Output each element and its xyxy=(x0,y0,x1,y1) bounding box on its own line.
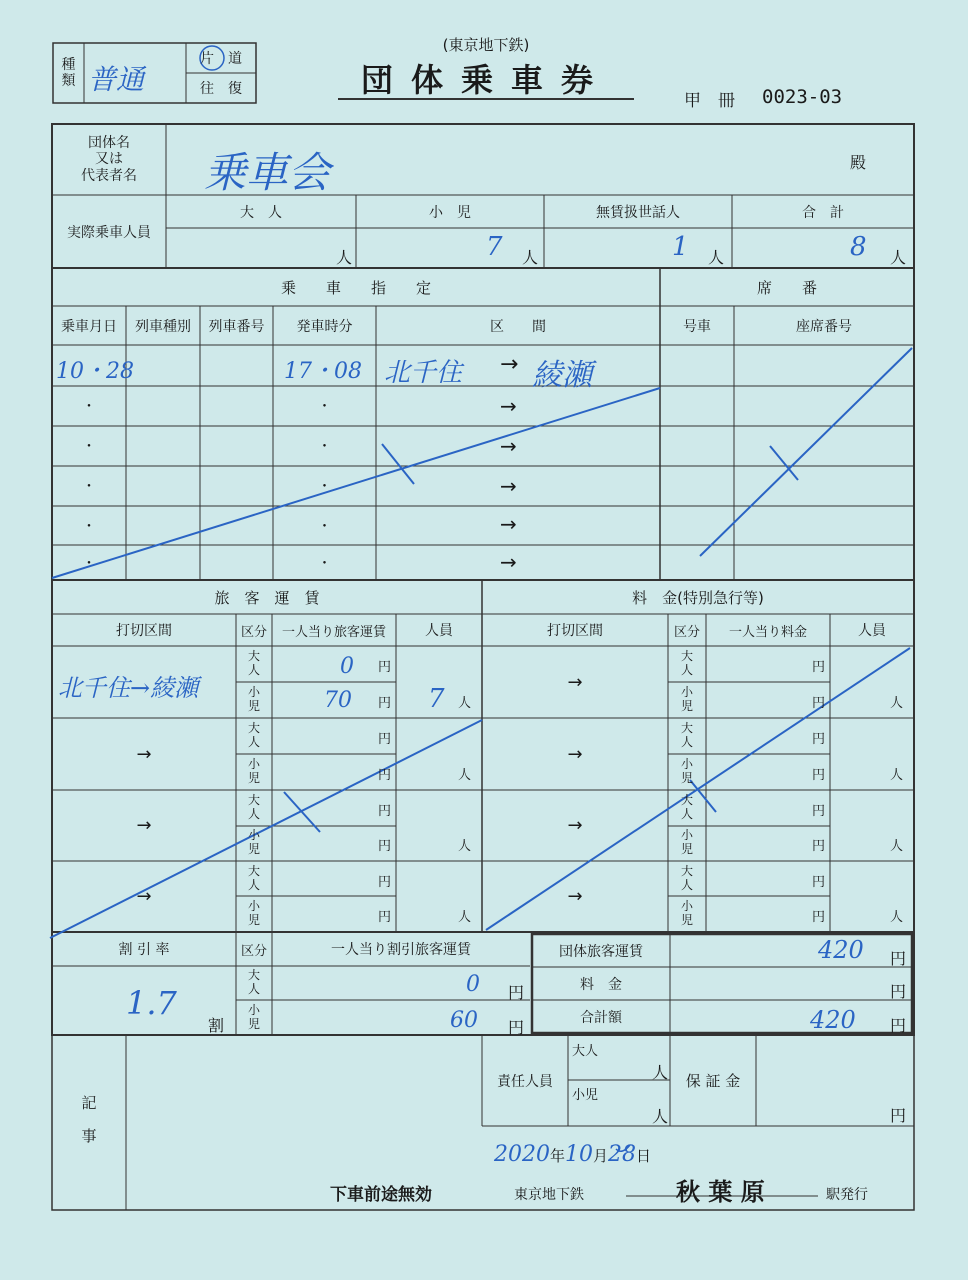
note-label-2: 事 xyxy=(81,1127,97,1145)
person-unit: 人 xyxy=(458,910,472,925)
cat-child xyxy=(668,754,706,790)
person-unit: 人 xyxy=(458,839,472,854)
cat-char: 児 xyxy=(247,842,260,857)
child-unit: 人 xyxy=(522,248,539,267)
col-car: 号車 xyxy=(683,318,711,335)
row-dot: ・ xyxy=(317,518,332,535)
section-arrow: → xyxy=(567,886,583,907)
row-arrow: → xyxy=(500,434,517,458)
yen-unit: 円 xyxy=(812,839,826,854)
cat-child xyxy=(236,682,272,718)
cat-adult xyxy=(668,646,706,682)
cat-char: 児 xyxy=(680,771,693,785)
cat-char: 小 xyxy=(247,828,260,843)
total-count: 8 xyxy=(850,232,867,262)
child-count: 7 xyxy=(486,232,503,262)
yen-unit: 円 xyxy=(812,768,826,783)
cat-char: 小 xyxy=(247,757,260,772)
seat-title: 席 番 xyxy=(756,278,817,297)
row-arrow: → xyxy=(500,512,517,536)
total-header: 合 計 xyxy=(802,204,844,221)
free-unit: 人 xyxy=(708,248,725,267)
cat-child xyxy=(236,897,272,933)
yen-unit: 円 xyxy=(890,982,907,1001)
yen-unit: 円 xyxy=(890,949,907,968)
cat-child xyxy=(668,826,706,862)
fare-col-per: 一人当り旅客運賃 xyxy=(281,624,386,640)
cat-char: 大 xyxy=(680,649,693,664)
person-unit: 人 xyxy=(890,839,904,854)
section-arrow: → xyxy=(136,815,152,836)
yen-unit: 円 xyxy=(378,768,392,783)
discount-child-value: 60 xyxy=(450,1008,478,1033)
fee-col-count: 人員 xyxy=(858,623,886,639)
yen-unit: 円 xyxy=(378,839,392,854)
note-label-1: 記 xyxy=(81,1094,97,1112)
section-arrow: → xyxy=(567,815,583,836)
yen-unit: 円 xyxy=(812,732,826,747)
cat-adult xyxy=(236,718,272,754)
cat-char: 児 xyxy=(247,699,260,713)
fee-col-per: 一人当り料金 xyxy=(728,624,807,640)
cat-adult xyxy=(236,646,272,682)
col-section: 区 間 xyxy=(490,318,546,335)
cat-char: 人 xyxy=(247,877,260,892)
section-from: 北千住 xyxy=(384,358,463,388)
issue-month: 10 xyxy=(565,1142,594,1167)
fee-col-cat: 区分 xyxy=(673,624,700,640)
fare-route: 北千住→綾瀬 xyxy=(58,674,199,702)
yen-unit: 円 xyxy=(890,1016,907,1035)
yen-unit: 円 xyxy=(508,1018,525,1037)
group-fare-label: 団体旅客運賃 xyxy=(559,943,643,960)
col-date: 乗車月日 xyxy=(61,318,117,335)
row-dot: ・ xyxy=(317,439,332,455)
discount-per-label: 一人当り割引旅客運賃 xyxy=(331,942,471,958)
cat-char: 小 xyxy=(680,685,693,700)
fare-count-value: 7 xyxy=(428,684,445,714)
fare-col-cat: 区分 xyxy=(240,624,267,640)
yen-unit: 円 xyxy=(378,696,392,711)
cat-char: 人 xyxy=(247,663,260,677)
cat-char: 人 xyxy=(680,735,693,749)
person-unit: 人 xyxy=(890,696,904,711)
yen-unit: 円 xyxy=(812,910,826,925)
row-dot: ・ xyxy=(317,399,332,415)
cat-char: 大 xyxy=(247,863,260,878)
cat-char: 児 xyxy=(247,771,260,785)
section-arrow-1: → xyxy=(500,352,519,377)
resp-adult-label: 大人 xyxy=(572,1044,599,1059)
person-unit: 人 xyxy=(458,768,472,783)
adult-header: 大 人 xyxy=(240,204,282,221)
person-unit: 人 xyxy=(652,1063,669,1082)
cat-child xyxy=(236,826,272,862)
void-note: 下車前途無効 xyxy=(330,1185,432,1205)
discount-cat-label: 区分 xyxy=(240,943,267,959)
responsible-label: 責任人員 xyxy=(497,1073,553,1090)
group-label-1: 団体名 xyxy=(88,135,130,152)
section-arrow: → xyxy=(567,671,583,693)
group-label-2: 又は xyxy=(95,151,123,168)
cat-char: 大 xyxy=(247,721,260,736)
row-dot: ・ xyxy=(82,555,96,572)
group-name-value: 乗車会 xyxy=(204,148,331,197)
day-unit: 日 xyxy=(636,1147,652,1165)
resp-child-label: 小児 xyxy=(572,1088,599,1103)
cat-child xyxy=(236,754,272,790)
cat-char: 人 xyxy=(680,663,693,677)
yen-unit: 円 xyxy=(378,732,392,747)
yen-unit: 円 xyxy=(812,874,826,890)
boarding-title: 乗 車 指 定 xyxy=(280,278,431,297)
discount-rate-label: 割 引 率 xyxy=(118,942,170,958)
discount-adult-value: 0 xyxy=(466,972,480,997)
adult-unit: 人 xyxy=(336,248,353,267)
row-dot: ・ xyxy=(317,555,332,572)
col-seat: 座席番号 xyxy=(796,318,852,335)
cat-char: 大 xyxy=(680,721,693,736)
section-arrow: → xyxy=(136,886,152,907)
cat-char: 大 xyxy=(680,792,693,807)
row-arrow: → xyxy=(500,550,517,574)
cat-char: 人 xyxy=(247,735,260,749)
trip-oneway: 片 道 xyxy=(200,51,242,67)
discount-adult-cat xyxy=(236,966,272,1000)
issuer-company: 東京地下鉄 xyxy=(514,1187,584,1203)
row-dot: ・ xyxy=(82,479,96,495)
deposit-label: 保 証 金 xyxy=(685,1072,741,1090)
discount-rate-unit: 割 xyxy=(208,1016,225,1035)
yen-unit: 円 xyxy=(890,1106,907,1125)
person-unit: 人 xyxy=(890,768,904,783)
cat-char: 大 xyxy=(247,968,260,983)
free-header: 無賃扱世話人 xyxy=(596,204,680,221)
kind-label-1: 種 xyxy=(61,56,76,73)
issuer-station: 秋 葉 原 xyxy=(676,1178,765,1206)
col-train-no: 列車番号 xyxy=(208,318,265,335)
serial-number: 0023-03 xyxy=(762,86,843,108)
cat-char: 人 xyxy=(680,806,693,821)
yen-unit: 円 xyxy=(812,803,826,819)
kind-label xyxy=(53,43,84,103)
honorific: 殿 xyxy=(850,153,867,172)
yen-unit: 円 xyxy=(378,910,392,925)
group-name-label xyxy=(52,124,166,195)
yen-unit: 円 xyxy=(812,660,826,675)
person-unit: 人 xyxy=(652,1107,669,1126)
child-header: 小 児 xyxy=(429,204,471,221)
cat-char: 小 xyxy=(247,685,260,700)
cat-char: 児 xyxy=(680,842,693,857)
fare-col-count: 人員 xyxy=(425,623,453,639)
issue-day: 28 xyxy=(608,1142,637,1167)
cat-char: 児 xyxy=(247,913,260,928)
cat-char: 人 xyxy=(247,982,260,996)
group-fare-value: 420 xyxy=(818,936,864,964)
yen-unit: 円 xyxy=(378,803,392,819)
cat-char: 小 xyxy=(680,757,693,772)
cat-char: 小 xyxy=(680,899,693,914)
cat-char: 小 xyxy=(680,828,693,843)
operator-label: (東京地下鉄) xyxy=(442,35,530,54)
fare-title: 旅 客 運 賃 xyxy=(214,588,320,607)
free-count: 1 xyxy=(672,232,689,262)
row-dot: ・ xyxy=(82,399,96,415)
trip-round: 往 復 xyxy=(200,81,242,97)
row-dot: ・ xyxy=(82,518,96,535)
year-unit: 年 xyxy=(550,1147,566,1165)
yen-unit: 円 xyxy=(378,660,392,675)
book-label: 甲 冊 xyxy=(684,91,735,111)
section-arrow: → xyxy=(136,743,152,765)
note-label xyxy=(52,1085,126,1155)
yen-unit: 円 xyxy=(378,874,392,890)
cat-adult xyxy=(236,861,272,897)
col-train-type: 列車種別 xyxy=(135,318,191,335)
cat-char: 人 xyxy=(680,877,693,892)
row-dot: ・ xyxy=(317,479,332,495)
fare-adult-value: 0 xyxy=(340,654,354,679)
cat-char: 人 xyxy=(247,806,260,821)
cat-char: 小 xyxy=(247,899,260,914)
cat-adult xyxy=(668,718,706,754)
fee-title: 料 金(特別急行等) xyxy=(632,588,764,607)
total-unit: 人 xyxy=(890,248,907,267)
cat-char: 小 xyxy=(247,1002,260,1017)
cat-child xyxy=(668,897,706,933)
kind-label-2: 類 xyxy=(61,73,76,89)
discount-rate-value: 1.7 xyxy=(126,984,177,1022)
boarding-date: 10・28 xyxy=(56,359,134,384)
row-arrow: → xyxy=(500,394,517,418)
cat-char: 児 xyxy=(680,913,693,928)
cat-adult xyxy=(668,790,706,826)
fee-total-label: 料 金 xyxy=(580,976,622,993)
cat-adult xyxy=(236,790,272,826)
col-departure: 発車時分 xyxy=(296,318,353,335)
row-arrow: → xyxy=(500,474,517,498)
group-label-3: 代表者名 xyxy=(81,167,137,184)
riders-label: 実際乗車人員 xyxy=(67,224,151,241)
sum-label: 合計額 xyxy=(580,1009,622,1026)
discount-child-cat xyxy=(236,1000,272,1035)
person-unit: 人 xyxy=(890,910,904,925)
person-unit: 人 xyxy=(458,696,472,711)
cat-char: 児 xyxy=(680,699,693,713)
issue-date xyxy=(494,1142,651,1167)
yen-unit: 円 xyxy=(508,983,525,1002)
ticket-title: 団体乗車券 xyxy=(360,61,611,99)
fare-col-section: 打切区間 xyxy=(116,623,172,639)
fee-col-section: 打切区間 xyxy=(547,623,603,639)
cat-char: 大 xyxy=(247,649,260,664)
issued-label: 駅発行 xyxy=(826,1187,868,1203)
cat-char: 大 xyxy=(247,792,260,807)
boarding-time: 17・08 xyxy=(284,359,362,384)
sum-value: 420 xyxy=(810,1006,856,1034)
cat-char: 児 xyxy=(247,1016,260,1031)
kind-value: 普通 xyxy=(88,63,145,96)
issue-year: 2020 xyxy=(494,1142,550,1167)
cat-adult xyxy=(668,861,706,897)
section-to: 綾瀬 xyxy=(532,358,592,393)
cat-child xyxy=(668,682,706,718)
yen-unit: 円 xyxy=(812,696,826,711)
section-arrow: → xyxy=(567,743,583,765)
fare-child-value: 70 xyxy=(324,688,352,713)
cat-char: 大 xyxy=(680,863,693,878)
row-dot: ・ xyxy=(82,439,96,455)
month-unit: 月 xyxy=(593,1147,609,1165)
